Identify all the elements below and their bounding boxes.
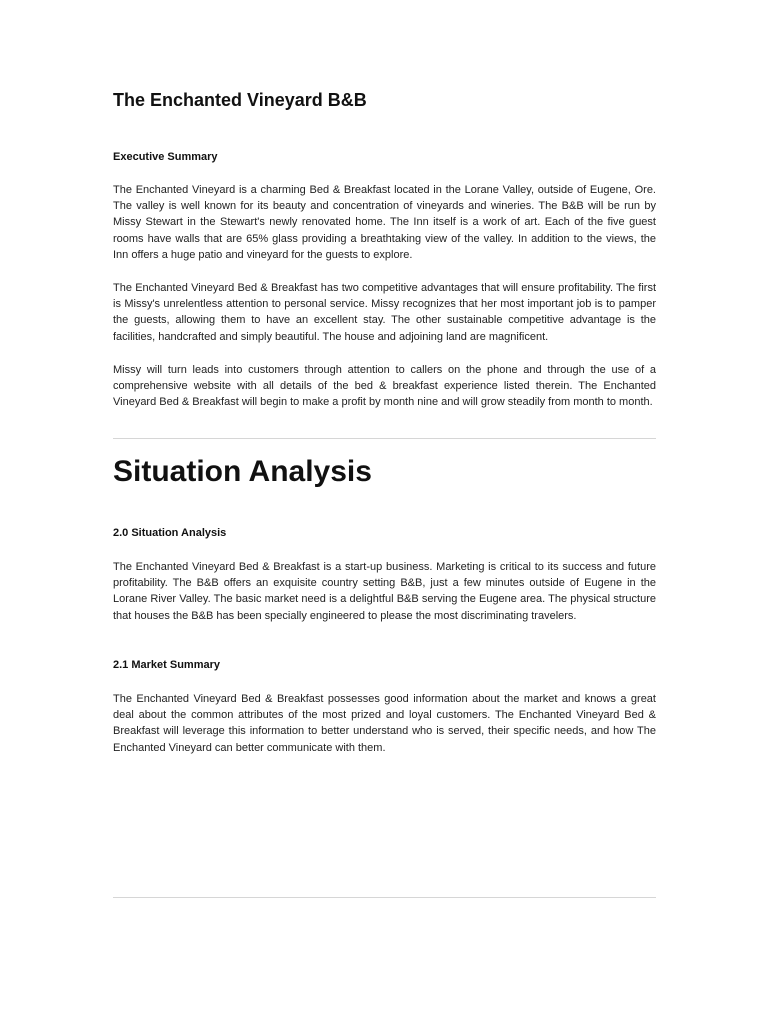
- situation-analysis-title: Situation Analysis: [113, 455, 372, 488]
- executive-summary-heading: Executive Summary: [113, 151, 218, 163]
- document-title: The Enchanted Vineyard B&B: [113, 90, 367, 110]
- executive-summary-paragraph: Missy will turn leads into customers through attention to callers on the phone and through the use of a comprehensive website with all details of the bed & breakfast experience listed therein. The Enchanted Vineyard Bed & Breakfast will begin to make a profit by month nine and will grow steadily from month to month.: [113, 364, 656, 409]
- executive-summary-paragraph: The Enchanted Vineyard Bed & Breakfast has two competitive advantages that will ensure profitability. The first is Missy's unrelentless attention to personal service. Missy recognizes that her most important job is to pamper the guests, allowing them to have an excellent stay. The other sustainable competitive advantage is the facilities, handcrafted and simply beautiful. The house and adjoining land are magnificent.: [113, 282, 656, 343]
- section-divider: [113, 897, 656, 898]
- subsection-heading-2-1: 2.1 Market Summary: [113, 659, 220, 671]
- subsection-heading-2-0: 2.0 Situation Analysis: [113, 527, 227, 539]
- situation-analysis-paragraph: The Enchanted Vineyard Bed & Breakfast is a start-up business. Marketing is critical to its success and future profitability. The B&B offers an exquisite country setting B&B, just a few minutes outside of Eugene in the Lorane River Valley. The basic market need is a delightful B&B serving the Eugene area. The physical structure that houses the B&B has been specially engineered to please the most discriminating travelers.: [113, 561, 656, 622]
- section-divider: [113, 438, 656, 439]
- market-summary-paragraph: The Enchanted Vineyard Bed & Breakfast possesses good information about the market and knows a great deal about the common attributes of the most prized and loyal customers. The Enchanted Vineyard Bed & Breakfast will leverage this information to better understand who is served, their specific needs, and how The Enchanted Vineyard can better communicate with them.: [113, 693, 656, 754]
- executive-summary-paragraph: The Enchanted Vineyard is a charming Bed & Breakfast located in the Lorane Valley, outside of Eugene, Ore. The valley is well known for its beauty and concentration of vineyards and wineries. The B&B will be run by Missy Stewart in the Stewart's newly renovated home. The Inn itself is a work of art. Each of the five guest rooms have walls that are 65% glass providing a breathtaking view of the valley. In addition to the views, the Inn offers a huge patio and vineyard for the guests to explore.: [113, 184, 656, 261]
